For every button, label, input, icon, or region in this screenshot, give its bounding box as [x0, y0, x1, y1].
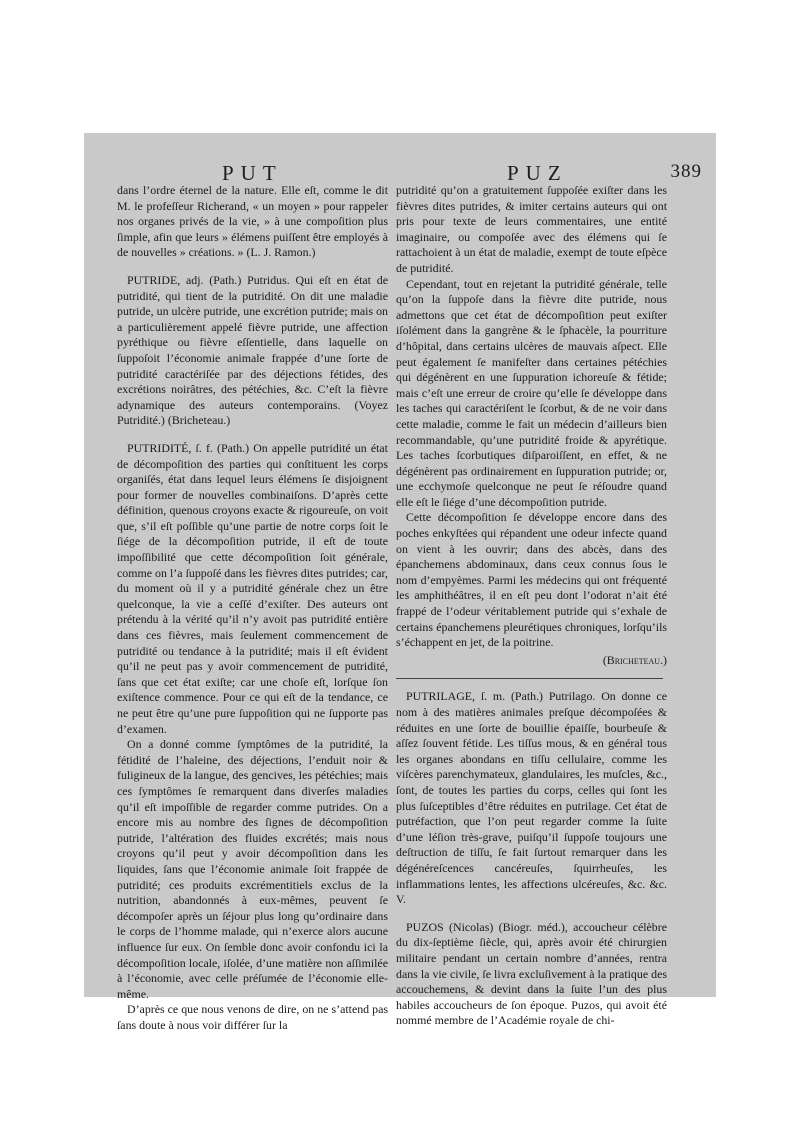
- author-signature: (Bricheteau.): [602, 652, 667, 667]
- paragraph: On a donné comme ſymptômes de la putridité, la fétidité de l’haleine, des déjections, l’enduit noir & fuligineux de la langue, des gencives, les pétéchies; mais ces ſymptômes ſe remarquent dans diverſes maladies qu’il eſt impoſſible de regarder comme putrides. On a encore mis au nombre des ſignes de décompoſition putride, l’altération des fluides excrétés; mais nous croyons qu’il peut y avoir décompoſition dans les liquides, ſans que l’économie animale ſoit frappée de putridité; ces produits excrémentitiels exclus de la nutrition, abandonnés à eux-mêmes, peuvent ſe décompoſer après un ſéjour plus long qu’ordinaire dans le corps de l’homme malade, qui n’exerce alors aucune influence ſur eux. On ſemble donc avoir confondu ici la décompoſition locale, iſolée, d’une matière non aſſimilée à l’économie, avec celle préſumée de l’économie elle-même.: [117, 737, 388, 1001]
- entry-putride: PUTRIDE, adj. (Path.) Putridus. Qui eſt en état de putridité, qui tient de la putridité. On dit une maladie putride, un ulcère putride, une excrétion putride; mais on a particulièrement appelé fièvre putride, une affection pyréthique ou fièvre eſſentielle, dans laquelle on ſuppoſoit l’économie animale frappée d’une ſorte de putridité caractériſée par des déjections fétides, des excrétions noirâtres, des pétéchies, &c. C’eſt la fièvre adynamique des auteurs contemporains. (Voyez Putridité.) (Bricheteau.): [117, 272, 388, 428]
- paragraph: Cette décompoſition ſe développe encore dans des poches enkyſtées qui répandent une odeur infecte quand on vient à les ouvrir; dans des abcès, dans des épanchemens abdominaux, dans ceux connus ſous le nom d’empyèmes. Parmi les médecins qui ont fréquenté les amphithéâtres, il en eſt peu dont l’odorat n’ait été frappé de l’odeur véritablement putride qui s’exhale de certains épanchemens pleurétiques chroniques, lorſqu’ils s’échappent en jet, de la poitrine.: [396, 510, 667, 650]
- page-number: 389: [670, 161, 702, 182]
- left-column: [117, 183, 388, 1033]
- right-column: [396, 183, 667, 1029]
- entry-puzos: PUZOS (Nicolas) (Biogr. méd.), accoucheur célèbre du dix-ſeptième ſiècle, qui, après avoir été chirurgien militaire pendant un certain nombre d’années, rentra dans la vie civile, ſe livra excluſivement à la pratique des accouchemens, & devint dans la ſuite l’un des plus habiles accoucheurs de ſon époque. Puzos, qui avoit été nommé membre de l’Académie royale de chi-: [396, 919, 667, 1028]
- running-head-left: PUT: [222, 161, 283, 185]
- scanned-page: [84, 133, 716, 1032]
- paragraph: putridité qu’on a gratuitement ſuppoſée exiſter dans les fièvres dites putrides, & imiter certains auteurs qui ont pris pour texte de leurs commentaires, une entité imaginaire, ou compoſée avec des élémens qui ſe rattachoient à un état de maladie, exempt de toute eſpèce de putridité.: [396, 183, 667, 275]
- paragraph: dans l’ordre éternel de la nature. Elle eſt, comme le dit M. le profeſſeur Richerand, « un moyen » pour rappeler nos organes privés de la vie, » à une compoſition plus ſimple, afin que leurs » élémens puiſſent être employés à de nouvelles » créations. » (L. J. Ramon.): [117, 183, 388, 260]
- paragraph: Cependant, tout en rejetant la putridité générale, telle qu’on la ſuppoſe dans la fièvre dite putride, nous admettons que cet état de décompoſition peut exiſter iſolément dans la gangrène & le ſphacèle, la pourriture d’hôpital, dans certains ulcères de mauvais aſpect. Elle peut également ſe manifeſter dans certaines pétéchies qui dégénèrent en une ſuppuration ichoreuſe & fétide; mais c’eſt une erreur de croire qu’elle ſe développe dans les taches qui caractériſent le ſcorbut, & de ne voir dans cette maladie, comme le fait un médecin d’ailleurs bien recommandable, qu’une putridité froide & apyrétique. Les taches ſcorbutiques diſparoiſſent, en effet, & ne dégénèrent pas ordinairement en ſuppuration putride; or, une ecchymoſe quelconque ne peut ſe réſoudre quand elle eſt le ſiége d’une décompoſition putride.: [396, 276, 667, 509]
- running-head-right: PUZ: [507, 161, 568, 185]
- paragraph: D’après ce que nous venons de dire, on ne s’attend pas ſans doute à nous voir différer ſur la: [117, 1002, 388, 1032]
- entry-putridite: PUTRIDITÉ, ſ. f. (Path.) On appelle putridité un état de décompoſition des parties qui conſtituent les corps organiſés, état dans lequel leurs élémens ſe disjoignent pour former de nouvelles combinaiſons. D’après cette définition, quenous croyons exacte & rigoureuſe, on voit que, s’il eſt poſſible qu’une partie de notre corps ſoit le ſiége de la décompoſition putride, il eſt de toute impoſſibilité que cette décompoſition ſoit générale, comme on l’a ſuppoſé dans les fièvres dites putrides; car, du moment où il y a putridité générale chez un être quelconque, la vie a ceſſé d’exiſter. Des auteurs ont prétendu à la vérité qu’il n’y avoit pas putridité entière dans ces fièvres, mais ſeulement commencement de putridité ou tendance à la putridité; mais il eſt évident qu’il ne peut pas y avoir commencement de putridité, ſans que cet état exiſte; car une choſe eſt, lorſque ſon exiſtence commence. Pour ce qui eſt de la tendance, ce ne peut être qu’une pure ſuppoſition qui ne ſupporte pas d’examen.: [117, 440, 388, 736]
- divider: [396, 678, 663, 679]
- entry-putrilage: PUTRILAGE, ſ. m. (Path.) Putrilago. On donne ce nom à des matières animales preſque décompoſées & réduites en une ſorte de bouillie épaiſſe, bourbeuſe & aſſez ſouvent fétide. Les tiſſus mous, & en général tous les organes abondans en tiſſu cellulaire, comme les viſcères parenchymateux, glandulaires, les muſcles, &c., ſont, de toutes les parties du corps, celles qui ſont les plus ſuſceptibles d’être réduites en putrilage. Cet état de putréfaction, que l’on peut regarder comme la ſuite d’une léſion très-grave, puiſqu’il ſuppoſe toujours une deſtruction de tiſſu, ſe fait ſurtout remarquer dans les dégénéreſcences cancéreuſes, ſquirrheuſes, les inflammations lentes, les affections ulcéreuſes, &c. &c. V.: [396, 689, 667, 907]
